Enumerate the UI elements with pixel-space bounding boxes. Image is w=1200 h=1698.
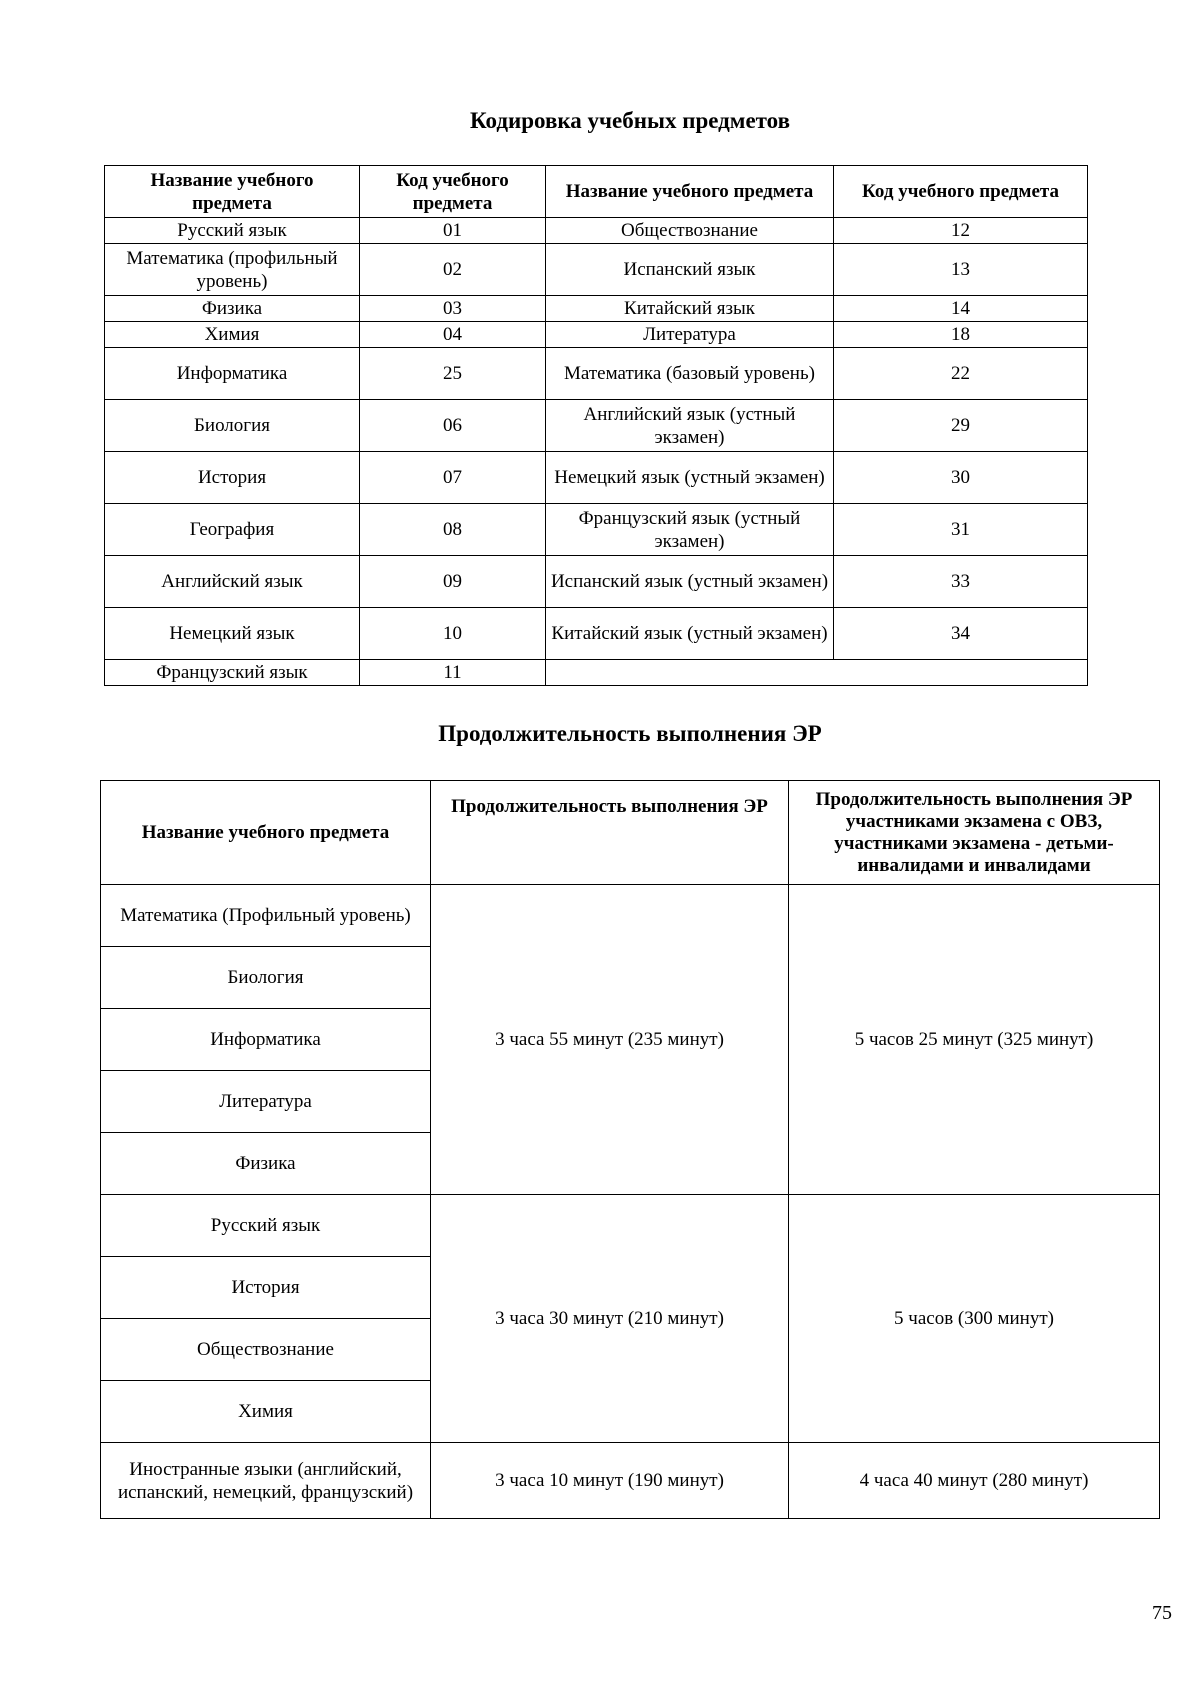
subject-code: 02 [360,244,546,296]
table-row [105,348,1088,400]
table-row [105,504,1088,556]
header-subject-code: Код учебного предмета [360,166,546,218]
table-row [105,400,1088,452]
table-row [101,1443,1160,1519]
subject-name: Обществознание [546,218,834,244]
table-row [105,218,1088,244]
duration-ovz-cell: 4 часа 40 минут (280 минут) [789,1443,1160,1519]
subject-code: 01 [360,218,546,244]
subject-name: Математика (базовый уровень) [546,348,834,400]
table-header-row [101,781,1160,885]
subject-name: Немецкий язык (устный экзамен) [546,452,834,504]
subject-name: Химия [101,1381,431,1443]
header-subject-name: Название учебного предмета [546,166,834,218]
header-subject-code: Код учебного предмета [834,166,1088,218]
subject-name: Китайский язык [546,296,834,322]
subject-name: Иностранные языки (английский, испанский, немецкий, французский) [101,1443,431,1519]
subject-name: Информатика [101,1009,431,1071]
subject-name: Литература [101,1071,431,1133]
subject-name: Химия [105,322,360,348]
subject-codes-table [104,165,1088,686]
subject-code: 31 [834,504,1088,556]
subject-name: Информатика [105,348,360,400]
subject-name: Немецкий язык [105,608,360,660]
subject-code: 18 [834,322,1088,348]
subject-name: История [105,452,360,504]
empty-cell [546,660,1088,686]
duration-title: Продолжительность выполнения ЭР [438,721,822,746]
subject-code: 22 [834,348,1088,400]
table-row [105,452,1088,504]
subject-name: Китайский язык (устный экзамен) [546,608,834,660]
duration-ovz-cell: 5 часов (300 минут) [789,1195,1160,1443]
table-row [105,556,1088,608]
subject-name: Испанский язык (устный экзамен) [546,556,834,608]
subject-name: Обществознание [101,1319,431,1381]
codes-title: Кодировка учебных предметов [470,108,790,133]
duration-cell: 3 часа 10 минут (190 минут) [431,1443,789,1519]
subject-code: 14 [834,296,1088,322]
subject-code: 10 [360,608,546,660]
subject-code: 07 [360,452,546,504]
subject-name: Биология [105,400,360,452]
subject-code: 13 [834,244,1088,296]
subject-code: 08 [360,504,546,556]
subject-name: Французский язык [105,660,360,686]
subject-code: 11 [360,660,546,686]
subject-name: Математика (профильный уровень) [105,244,360,296]
subject-name: Французский язык (устный экзамен) [546,504,834,556]
header-duration: Продолжительность выполнения ЭР [431,781,789,885]
subject-code: 29 [834,400,1088,452]
subject-code: 04 [360,322,546,348]
table-header-row [105,166,1088,218]
duration-cell: 3 часа 30 минут (210 минут) [431,1195,789,1443]
subject-name: Биология [101,947,431,1009]
subject-name: История [101,1257,431,1319]
duration-ovz-cell: 5 часов 25 минут (325 минут) [789,885,1160,1195]
subject-code: 30 [834,452,1088,504]
subject-name: Русский язык [105,218,360,244]
table-row [101,1195,1160,1257]
table-row [105,296,1088,322]
subject-code: 34 [834,608,1088,660]
subject-code: 09 [360,556,546,608]
subject-code: 06 [360,400,546,452]
subject-name: Английский язык (устный экзамен) [546,400,834,452]
subject-name: Испанский язык [546,244,834,296]
table-row [105,608,1088,660]
duration-cell: 3 часа 55 минут (235 минут) [431,885,789,1195]
subject-code: 12 [834,218,1088,244]
subject-name: Физика [105,296,360,322]
table-row [105,244,1088,296]
subject-code: 03 [360,296,546,322]
header-subject-name: Название учебного предмета [101,781,431,885]
table-row [105,660,1088,686]
subject-name: Английский язык [105,556,360,608]
subject-name: Литература [546,322,834,348]
header-subject-name: Название учебного предмета [105,166,360,218]
header-duration-ovz: Продолжительность выполнения ЭР участниками экзамена с ОВЗ, участниками экзамена - детьми-инвалидами и инвалидами [789,781,1160,885]
table-row [105,322,1088,348]
subject-code: 25 [360,348,546,400]
subject-name: География [105,504,360,556]
table-row [101,885,1160,947]
subject-code: 33 [834,556,1088,608]
subject-name: Русский язык [101,1195,431,1257]
subject-name: Математика (Профильный уровень) [101,885,431,947]
subject-name: Физика [101,1133,431,1195]
page-number: 75 [1152,1602,1172,1624]
exam-duration-table [100,780,1160,1519]
